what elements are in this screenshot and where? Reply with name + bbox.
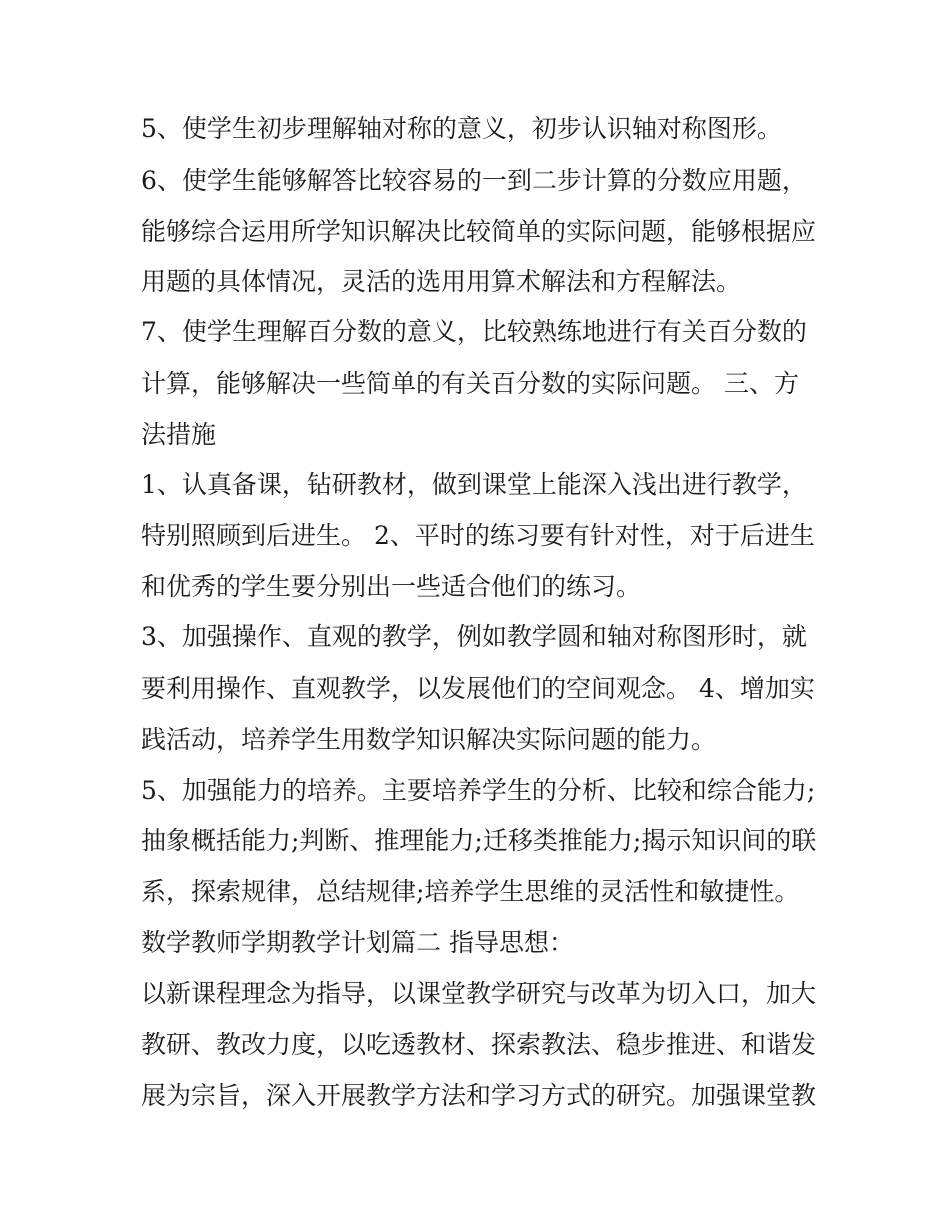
text-line: 5、使学生初步理解轴对称的意义，初步认识轴对称图形。 xyxy=(141,114,782,143)
text-line: 用题的具体情况，灵活的选用用算术解法和方程解法。 xyxy=(141,267,742,296)
text-line: 系，探索规律，总结规律;培养学生思维的灵活性和敏捷性。 xyxy=(141,877,800,906)
text-line: 1、认真备课，钻研教材，做到课堂上能深入浅出进行教学， xyxy=(141,470,807,499)
text-line: 5、加强能力的培养。主要培养学生的分析、比较和综合能力; xyxy=(141,776,816,805)
text-line: 7、使学生理解百分数的意义，比较熟练地进行有关百分数的 xyxy=(141,317,807,346)
text-line: 数学教师学期教学计划篇二 指导思想： xyxy=(141,928,574,957)
text-line: 践活动，培养学生用数学知识解决实际问题的能力。 xyxy=(141,725,717,754)
text-line: 法措施 xyxy=(141,420,217,449)
text-line: 教研、教改力度，以吃透教材、探索教法、稳步推进、和谐发 xyxy=(141,1030,817,1059)
text-line: 和优秀的学生要分别出一些适合他们的练习。 xyxy=(141,572,642,601)
text-line: 以新课程理念为指导，以课堂教学研究与改革为切入口，加大 xyxy=(141,979,817,1008)
text-line: 计算，能够解决一些简单的有关百分数的实际问题。 三、方 xyxy=(141,369,799,398)
text-line: 抽象概括能力;判断、推理能力;迁移类推能力;揭示知识间的联 xyxy=(141,826,817,855)
text-line: 6、使学生能够解答比较容易的一到二步计算的分数应用题， xyxy=(141,166,807,195)
text-line: 展为宗旨，深入开展教学方法和学习方式的研究。加强课堂教 xyxy=(141,1081,817,1110)
text-line: 能够综合运用所学知识解决比较简单的实际问题，能够根据应 xyxy=(141,217,817,246)
text-line: 要利用操作、直观教学，以发展他们的空间观念。 4、增加实 xyxy=(141,674,815,703)
text-line: 3、加强操作、直观的教学，例如教学圆和轴对称图形时，就 xyxy=(141,622,807,651)
text-line: 特别照顾到后进生。 2、平时的练习要有针对性，对于后进生 xyxy=(141,521,815,550)
